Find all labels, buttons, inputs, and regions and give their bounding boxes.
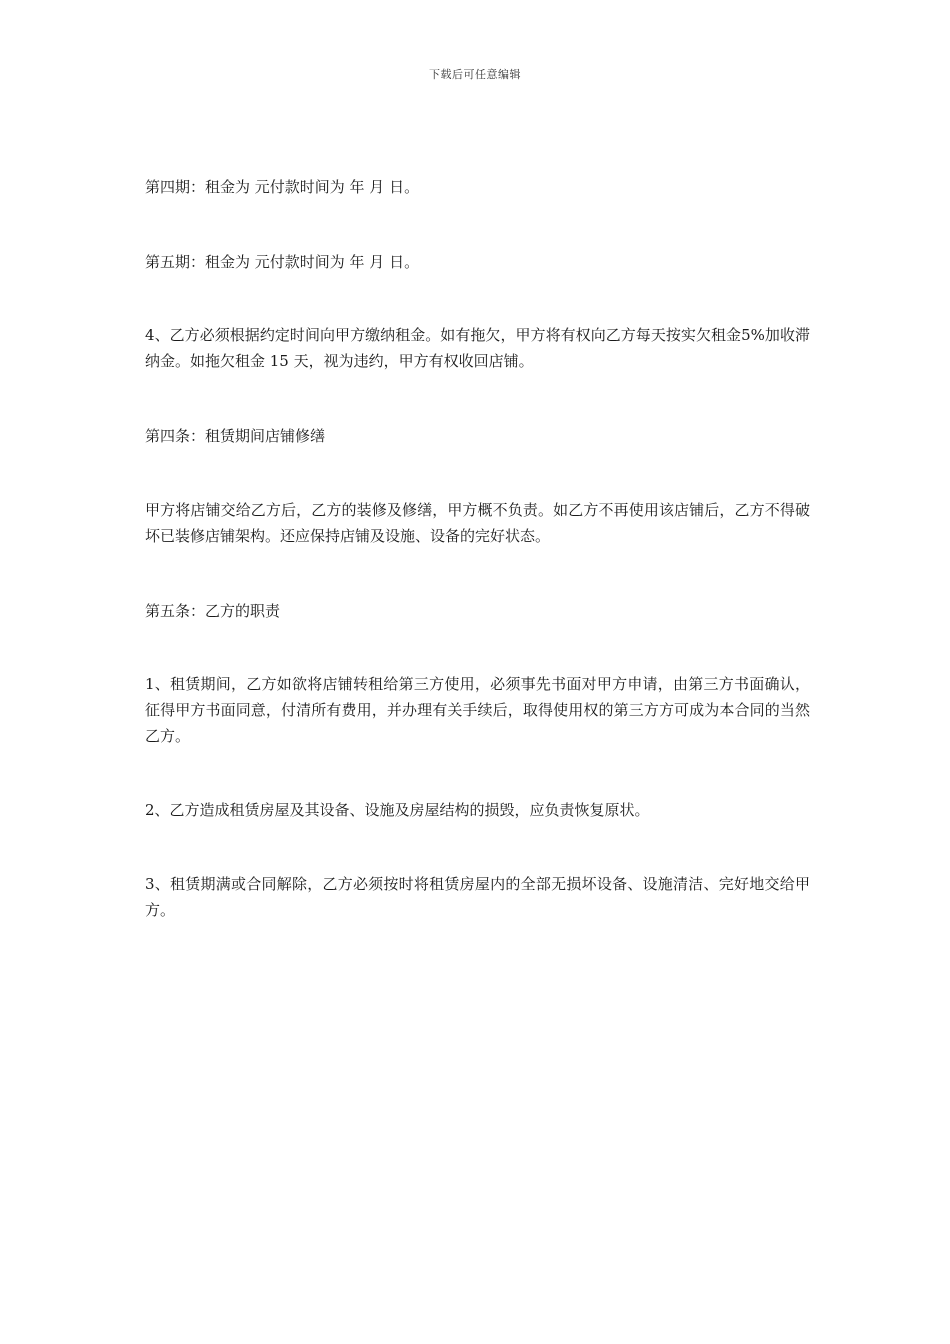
article-4-body: 甲方将店铺交给乙方后，乙方的装修及修缮，甲方概不负责。如乙方不再使用该店铺后，乙方不得破坏已装修店铺架构。还应保持店铺及设施、设备的完好状态。: [145, 501, 810, 545]
article-5-item-3: 3、租赁期满或合同解除，乙方必须按时将租赁房屋内的全部无损坏设备、设施清洁、完好地交给甲方。: [145, 875, 810, 919]
article-5-heading: 第五条：乙方的职责: [145, 602, 281, 620]
article-5-item-2: 2、乙方造成租赁房屋及其设备、设施及房屋结构的损毁，应负责恢复原状。: [145, 801, 650, 819]
payment-period-5: 第五期：租金为 元付款时间为 年 月 日。: [145, 253, 420, 271]
late-payment-clause: 4、乙方必须根据约定时间向甲方缴纳租金。如有拖欠，甲方将有权向乙方每天按实欠租金5%加收滞纳金。如拖欠租金 15 天，视为违约，甲方有权收回店铺。: [145, 326, 810, 370]
page-header: 下载后可任意编辑: [429, 68, 521, 81]
article-5-item-1: 1、租赁期间，乙方如欲将店铺转租给第三方使用，必须事先书面对甲方申请，由第三方书面确认，征得甲方书面同意，付清所有费用，并办理有关手续后，取得使用权的第三方方可成为本合同的当然乙方。: [145, 675, 810, 745]
article-4-heading: 第四条：租赁期间店铺修缮: [145, 427, 326, 445]
payment-period-4: 第四期：租金为 元付款时间为 年 月 日。: [145, 178, 420, 196]
